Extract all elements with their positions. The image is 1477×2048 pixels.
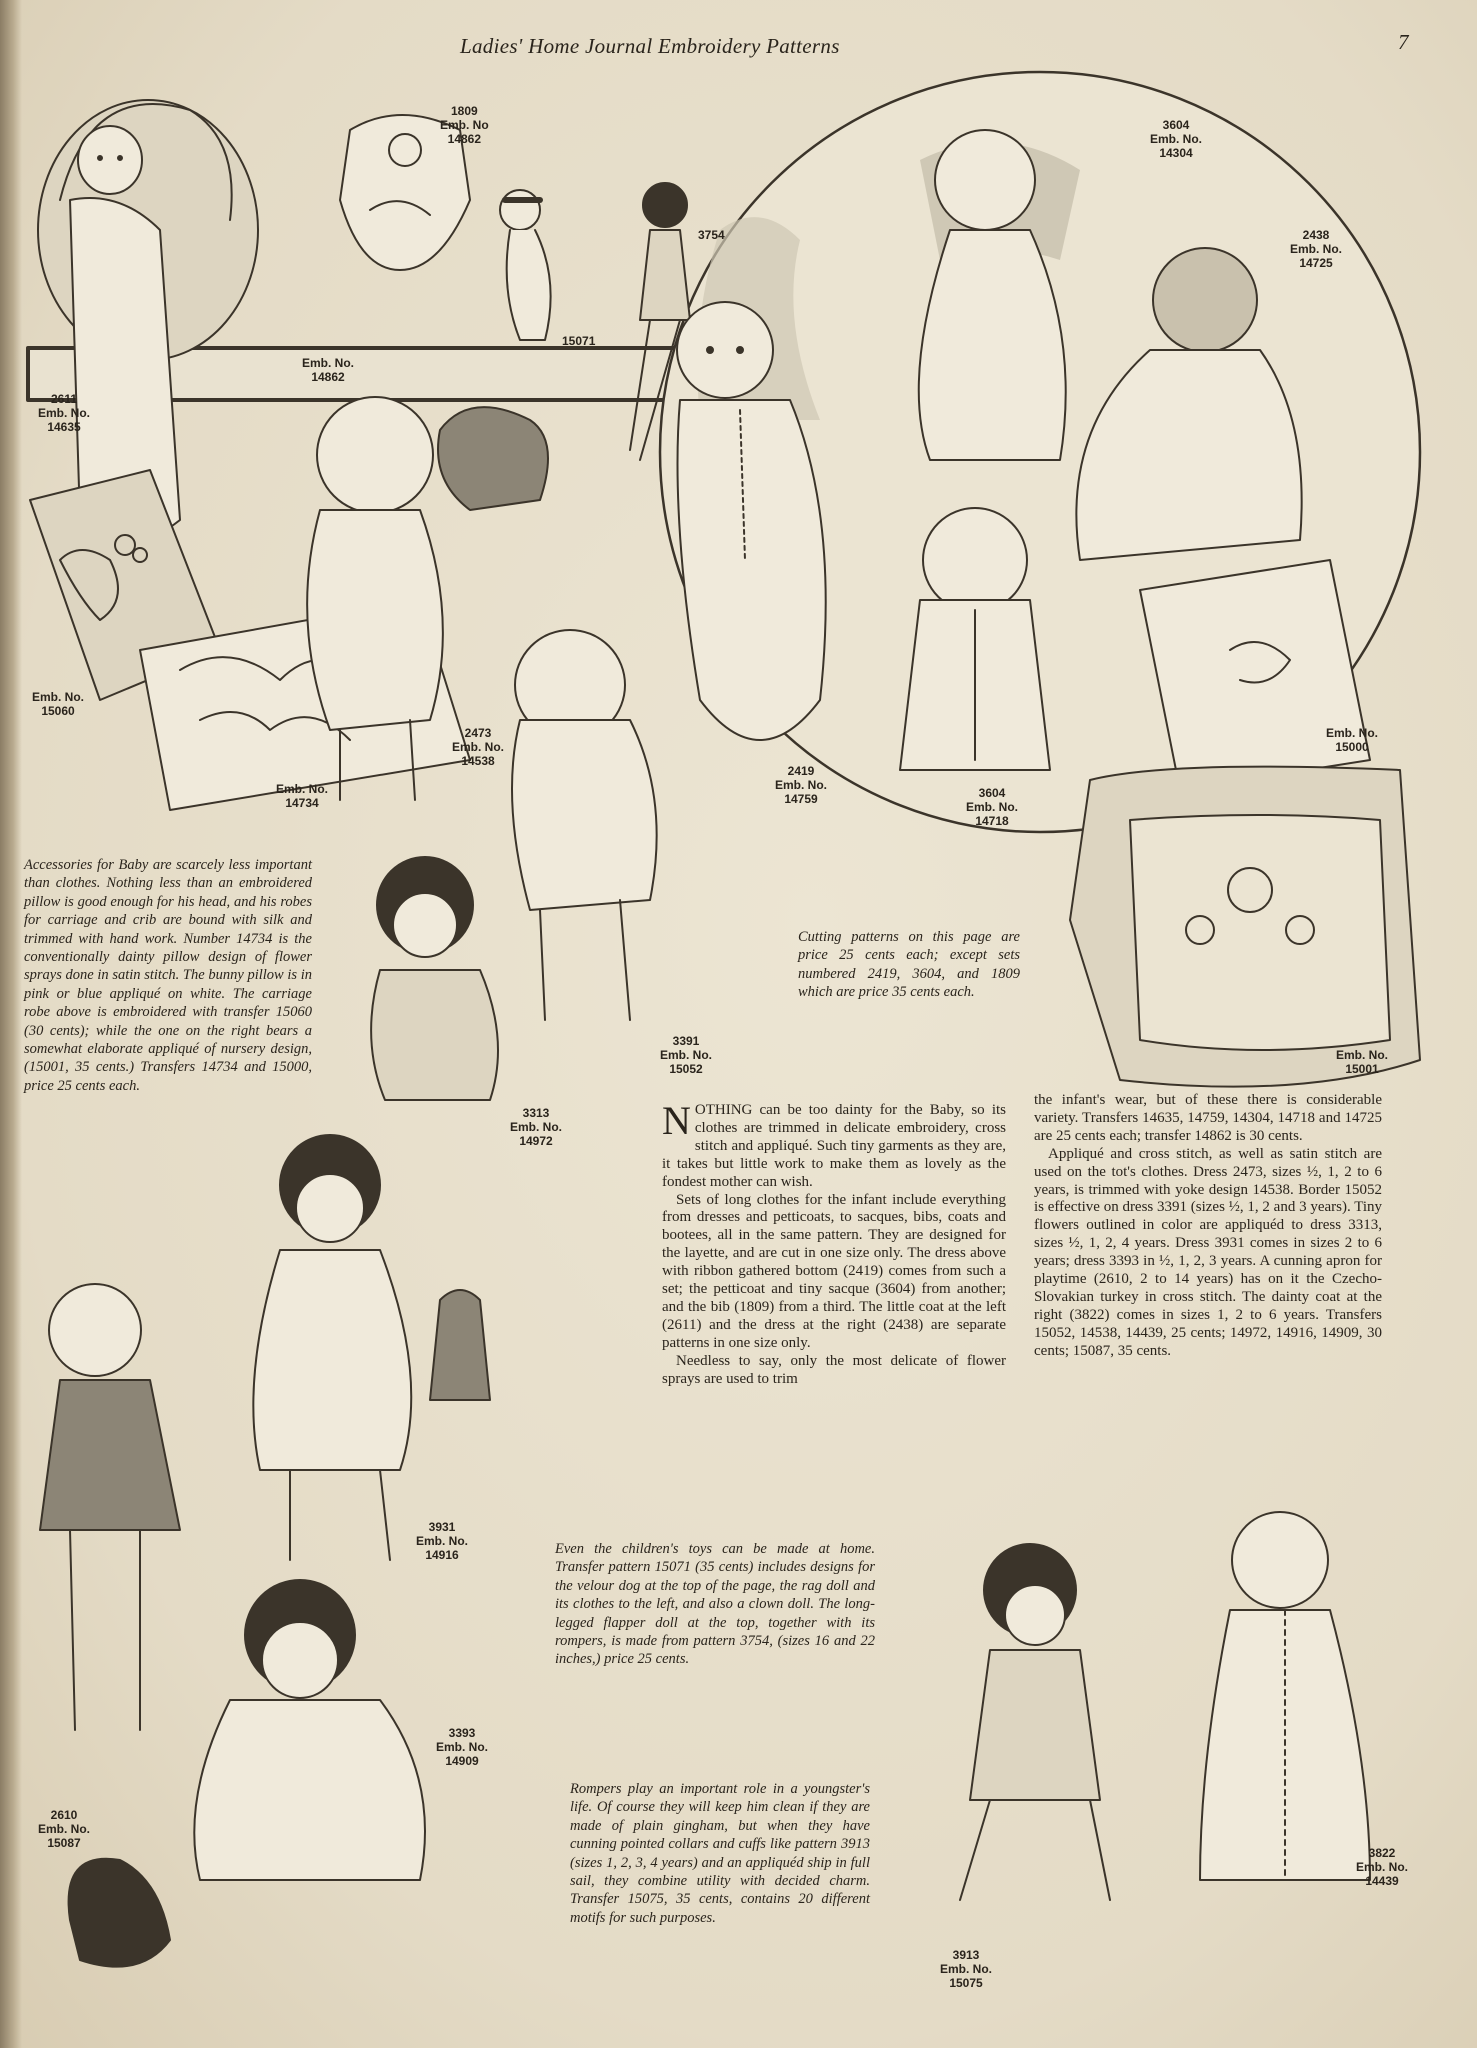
bunny-pillow (1140, 560, 1370, 790)
pattern-label-3913: 3913 Emb. No. 15075 (940, 1948, 993, 1990)
coat-girl-3822 (1200, 1512, 1370, 1880)
drop-cap: N (662, 1098, 691, 1143)
pattern-label-3931: 3931 Emb. No. 14916 (416, 1520, 469, 1562)
pattern-label-15060: Emb. No. 15060 (32, 690, 85, 718)
rompers-boy-3913 (960, 1544, 1110, 1900)
velour-dog-toy (500, 190, 551, 340)
child-dress-3931 (253, 1135, 490, 1560)
rompers-caption: Rompers play an important role in a youngster's life. Of course they will keep him clean if they are made of plain gingham, but when they have cunning pointed collars and cuffs like pattern 3913 (sizes 1, 2, 3, 4 years) and an appliquéd ship in full sail, they combine utility with decided charm. Transfer 15075, 35 cents, contains 20 different motifs for such purposes. (570, 1781, 870, 1926)
nursery-applique-robe (1070, 767, 1420, 1087)
cutting-patterns-caption: Cutting patterns on this page are price 25 cents each; except sets numbered 2419, 3604, and 1809 which are price 35 cents each. (798, 929, 1020, 1001)
pattern-label-3754: 3754 (698, 228, 725, 242)
pattern-label-3604-14304: 3604 Emb. No. 14304 (1150, 118, 1203, 160)
pattern-label-15000: Emb. No. 15000 (1326, 726, 1379, 754)
pattern-label-3391: 3391 Emb. No. 15052 (660, 1034, 713, 1076)
pattern-label-3604-14718: 3604 Emb. No. 14718 (966, 786, 1019, 828)
article-column-2: the infant's wear, but of these there is considerable variety. Transfers 14635, 14759, 14304, 14718 and 14725 are 25 cents each; transfer 14862 is 30 cents. Appliqué and cross stitch, as well as satin stitch are used on the tot's clothes. Dress 2473, sizes ½, 1, 2 to 6 years, is trimmed with yoke design 14538. Border 15052 is effective on dress 3391 (sizes ½, 1, 2 and 3 years). Tiny flowers outlined in color are appliquéd to dress 3313, sizes ½, 1, 2, 4 years. Dress 3931 comes in sizes 2 to 6 years; dress 3393 in ½, 1, 2, 3 years. A cunning apron for playtime (2610, 2 to 14 years) has on it the Czecho-Slovakian turkey in cross stitch. The dainty coat at the right (3822) comes in sizes 1, 2 to 6 years. Transfers 15052, 14538, 14439, 25 cents; 14972, 14916, 14909, 30 cents; 15087, 35 cents. (1034, 1092, 1383, 1359)
pattern-label-15071: 15071 (562, 334, 596, 348)
page-number: 7 (1398, 30, 1409, 54)
baby-dress-3393 (194, 1580, 425, 1880)
article-column-1: NOTHING can be too dainty for the Baby, so its clothes are trimmed in delicate embroidery, cross stitch and appliqué. Such tiny garments as they are, it takes but little work to make them as lovely as the fondest mother can wish. Sets of long clothes for the infant include everything from dresses and petticoats, to sacques, bibs, coats and bootees, all in the same pattern. They are designed for the layette, and are cut in one size only. The dress above with ribbon gathered bottom (2419) comes from such a set; the petticoat and tiny sacque (3604) from another; and the bib (1809) from a third. The little coat at the left (2611) and the dress at the right (2438) are separate patterns in one size only. Needless to say, only the most delicate of flower sprays are used to trim (662, 1098, 1006, 1387)
pattern-label-1809: 1809 Emb. No 14862 (440, 104, 489, 146)
pattern-label-2419: 2419 Emb. No. 14759 (775, 764, 828, 806)
pattern-label-2438: 2438 Emb. No. 14725 (1290, 228, 1343, 270)
duck-toy (69, 1859, 170, 1967)
toddler-dress-3391 (512, 630, 657, 1020)
pattern-label-2611: 2611 Emb. No. 14635 (38, 392, 91, 434)
elephant-toy (438, 407, 548, 510)
running-header: Ladies' Home Journal Embroidery Patterns (460, 34, 840, 58)
child-dress-3313 (371, 857, 498, 1100)
pattern-label-2610: 2610 Emb. No. 15087 (38, 1808, 91, 1850)
pattern-label-2473: 2473 Emb. No. 14538 (452, 726, 505, 768)
pattern-label-14862: Emb. No. 14862 (302, 356, 355, 384)
accessories-caption: Accessories for Baby are scarcely less important than clothes. Nothing less than an embroidered pillow is good enough for his head, and his robes for carriage and crib are bound with silk and trimmed with hand work. Number 14734 is the conventionally dainty pillow design of flower sprays done in satin stitch. The bunny pillow is in pink or blue appliqué on white. The carriage robe above is embroidered with transfer 15060 (30 cents); while the one on the right bears a somewhat elaborate appliqué of nursery design, (15001, 35 cents.) Transfers 14734 and 15000, price 25 cents each. (24, 857, 312, 1094)
pattern-label-3393: 3393 Emb. No. 14909 (436, 1726, 489, 1768)
pattern-label-14734: Emb. No. 14734 (276, 782, 329, 810)
apron-figure-2610 (40, 1284, 180, 1730)
pattern-label-15001: Emb. No. 15001 (1336, 1048, 1389, 1076)
toys-caption: Even the children's toys can be made at home. Transfer pattern 15071 (35 cents) includes designs for the velour dog at the top of the page, the rag doll and its clothes to the left, and also a clown doll. The long-legged flapper doll at the top, together with its rompers, is made from pattern 3754, (sizes 16 and 22 inches,) price 25 cents. (555, 1541, 875, 1668)
pattern-label-3313: 3313 Emb. No. 14972 (510, 1106, 563, 1148)
pattern-label-3822: 3822 Emb. No. 14439 (1356, 1846, 1409, 1888)
